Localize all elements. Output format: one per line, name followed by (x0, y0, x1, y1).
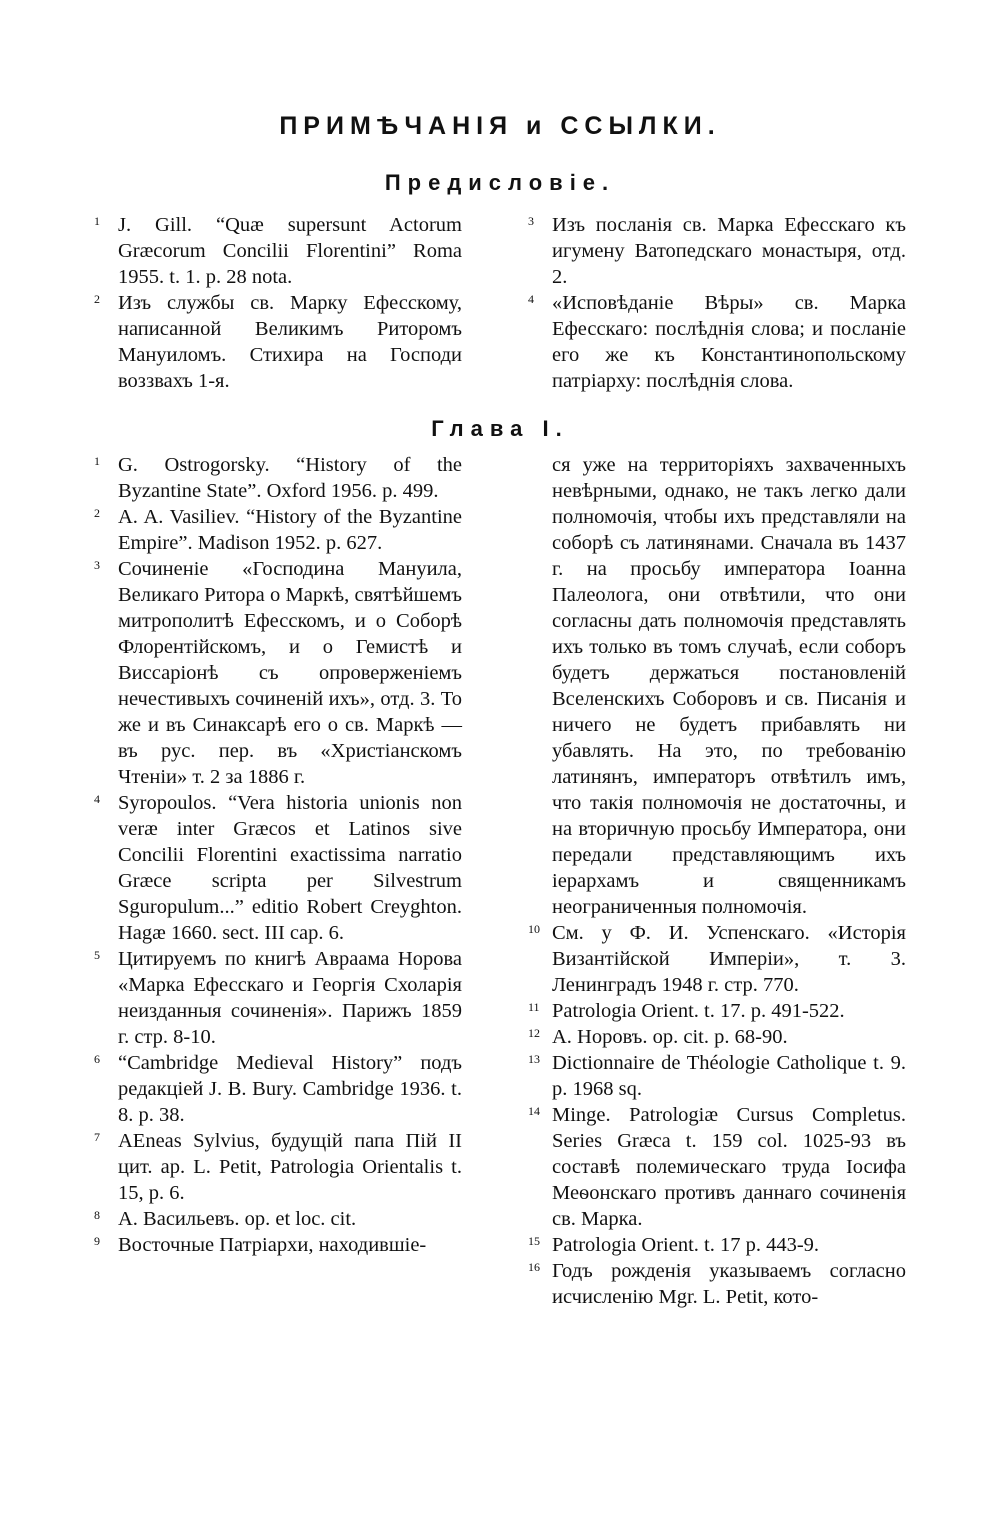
footnote-number: 9 (94, 1234, 100, 1248)
footnote-text: Изъ службы св. Марку Ефесскому, написанной Великимъ Риторомъ Мануиломъ. Стихира на Господи воззвахъ 1-я. (118, 292, 462, 392)
footnote (522, 1024, 906, 1050)
footnote (88, 212, 462, 290)
footnote-number: 2 (94, 292, 100, 306)
preface-right-column (522, 212, 906, 394)
footnote-number: 3 (528, 214, 534, 228)
preface-left-column (88, 212, 462, 394)
footnote (88, 452, 462, 504)
footnote-continuation (522, 452, 906, 920)
footnote-number: 4 (94, 792, 100, 806)
footnote (522, 1232, 906, 1258)
footnote-text: Minge. Patrologiæ Cursus Completus. Series Græca t. 159 col. 1025-93 въ составѣ полемическаго труда Іосифа Меѳонскаго противъ даннаго сочиненія св. Марка. (552, 1104, 906, 1230)
footnote-number: 1 (94, 454, 100, 468)
footnote-text: Patrologia Orient. t. 17 p. 443-9. (552, 1234, 820, 1256)
footnote (522, 920, 906, 998)
footnote-text: G. Ostrogorsky. “History of the Byzantine State”. Oxford 1956. p. 499. (118, 454, 462, 502)
footnote (522, 1258, 906, 1310)
footnote-number: 8 (94, 1208, 100, 1222)
footnote (88, 1050, 462, 1128)
footnote-text: А. Васильевъ. op. et loc. cit. (118, 1208, 357, 1230)
footnote-text: «Исповѣданіе Вѣры» св. Марка Ефесскаго: послѣднія слова; и посланіе его же къ Константинопольскому патріарху: послѣднія слова. (552, 292, 906, 392)
footnote-text: А. Норовъ. op. cit. p. 68-90. (552, 1026, 788, 1048)
footnote-number: 4 (528, 292, 534, 306)
footnote (522, 1102, 906, 1232)
footnote (522, 290, 906, 394)
footnote (88, 1206, 462, 1232)
footnote-text: Syropoulos. “Vera historia unionis non veræ inter Græcos et Latinos sive Concilii Florentini exactissima narratio Græce scripta per Silvestrum Sguropulum...” editio Robert Creyghton. Hagæ 1660. sect. III cap. 6. (118, 792, 462, 944)
footnote-text: “Cambridge Medieval History” подъ редакціей J. B. Bury. Cambridge 1936. t. 8. p. 38. (118, 1052, 462, 1126)
footnote-number: 11 (528, 1000, 540, 1014)
footnote-text: См. у Ф. И. Успенскаго. «Исторія Византійской Имперіи», т. 3. Ленинградъ 1948 г. стр. 770. (552, 922, 906, 996)
footnote-text: Изъ посланія св. Марка Ефесскаго къ игумену Ватопедскаго монастыря, отд. 2. (552, 214, 906, 288)
footnote-number: 10 (528, 922, 540, 936)
footnote (522, 1050, 906, 1102)
footnote-text: Dictionnaire de Théologie Catholique t. 9. p. 1968 sq. (552, 1052, 906, 1100)
footnote-number: 6 (94, 1052, 100, 1066)
footnote-number: 16 (528, 1260, 540, 1274)
footnote (88, 790, 462, 946)
footnote-number: 13 (528, 1052, 540, 1066)
footnote-number: 12 (528, 1026, 540, 1040)
footnote-text: Восточные Патріархи, находившіе- (118, 1234, 427, 1256)
preface-heading: Предисловіе. (384, 170, 616, 195)
footnote (88, 1128, 462, 1206)
footnote-text: Годъ рожденія указываемъ согласно исчисленію Mgr. L. Petit, кото- (552, 1260, 906, 1308)
footnote-text: Сочиненіе «Господина Мануила, Великаго Ритора о Маркѣ, святѣйшемъ митрополитѣ Ефесскомъ, и о Соборѣ Флорентійскомъ, и о Гемистѣ и Виссаріонѣ съ опроверженіемъ нечестивыхъ сочиненій ихъ», отд. 3. То же и въ Синаксарѣ его о св. Маркѣ — въ рус. пер. въ «Христіанскомъ Чтеніи» т. 2 за 1886 г. (118, 558, 462, 788)
footnote (522, 212, 906, 290)
footnote (522, 998, 906, 1024)
footnote-number: 1 (94, 214, 100, 228)
footnote (88, 556, 462, 790)
footnote-number: 3 (94, 558, 100, 572)
footnote-text: Patrologia Orient. t. 17. p. 491-522. (552, 1000, 845, 1022)
footnote-text: AEneas Sylvius, будущій папа Пій II цит. ap. L. Petit, Patrologia Orientalis t. 15, p. 6. (118, 1130, 462, 1204)
footnote-number: 5 (94, 948, 100, 962)
footnote-number: 2 (94, 506, 100, 520)
footnote-number: 14 (528, 1104, 540, 1118)
footnote-text: A. A. Vasiliev. “History of the Byzantine Empire”. Madison 1952. p. 627. (118, 506, 462, 554)
chapter-left-column (88, 452, 462, 1258)
chapter-right-column (522, 452, 906, 1310)
footnote-text: J. Gill. “Quæ supersunt Actorum Græcorum Concilii Florentini” Roma 1955. t. 1. p. 28 nota. (118, 214, 462, 288)
footnote-number: 7 (94, 1130, 100, 1144)
page-title: ПРИМѢЧАНІЯ и ССЫЛКИ. (279, 112, 721, 140)
footnote-number: 15 (528, 1234, 540, 1248)
footnote-text: Цитируемъ по книгѣ Авраама Норова «Марка Ефесскаго и Георгія Схоларія неизданныя сочиненія». Парижъ 1859 г. стр. 8-10. (118, 948, 462, 1048)
footnote (88, 290, 462, 394)
footnote-text: ся уже на территоріяхъ захваченныхъ невѣрными, однако, не такъ легко дали полномочія, чтобы ихъ представляли на соборѣ съ латинянами. Сначала въ 1437 г. на просьбу императора Іоанна Палеолога, они отвѣтили, что они согласны дать полномочія представлять ихъ только въ томъ случаѣ, если соборъ будетъ держаться постановленій Вселенскихъ Соборовъ и св. Писанія и ничего не будетъ прибавлять ни убавлять. На это, по требованію латинянъ, императоръ отвѣтилъ имъ, что такія полномочія не достаточны, и на вторичную просьбу Императора, они передали представляющимъ ихъ іерархамъ и священникамъ неограниченныя полномочія. (552, 454, 906, 918)
footnote (88, 1232, 462, 1258)
footnote (88, 504, 462, 556)
chapter-heading: Глава I. (431, 416, 569, 441)
footnote (88, 946, 462, 1050)
